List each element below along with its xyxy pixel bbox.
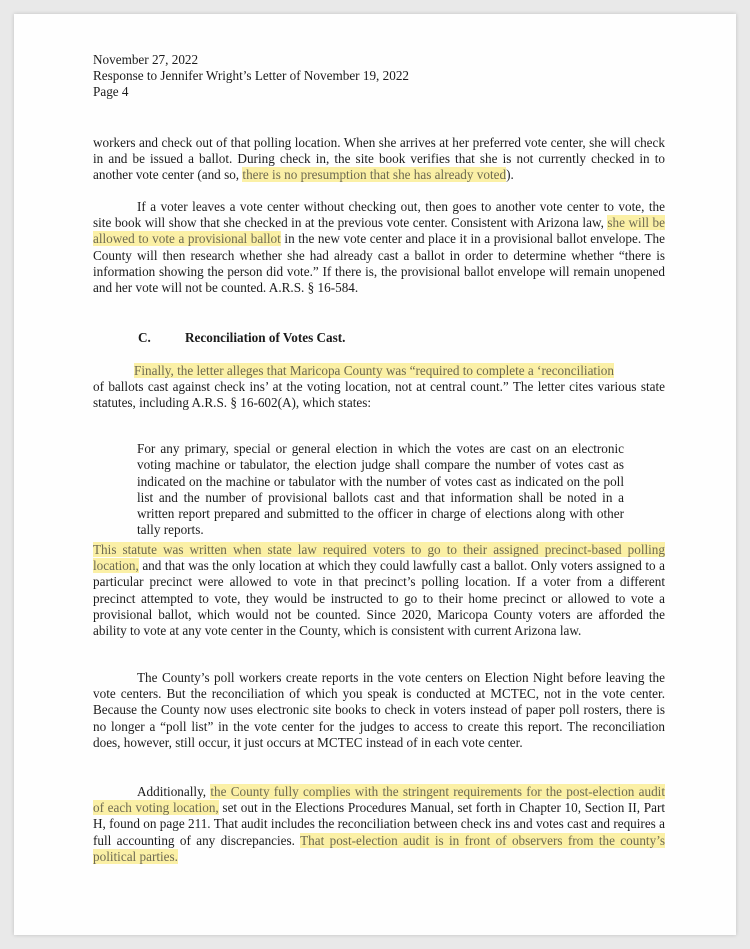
section-title: Reconciliation of Votes Cast.: [185, 330, 346, 345]
header-subject: Response to Jennifer Wright’s Letter of November 19, 2022: [93, 68, 410, 84]
section-heading: [138, 330, 345, 346]
paragraph-2-text-b: in the new vote center and place it in a provisional ballot envelope. The County will then research whether she had already cast a ballot in order to determine whether “there is information showing the person did vote.” If there is, the provisional ballot envelope will remain unopened and her vote will not be counted. A.R.S. § 16-584.: [93, 231, 665, 296]
paragraph-3-text: of ballots cast against check ins’ at the voting location, not at central count.” The letter cites various state statutes, including A.R.S. § 16-602(A), which states:: [93, 379, 665, 411]
paragraph-6-highlight-b: That post-election audit is in front of observers from the county’s political parties.: [93, 832, 665, 864]
paragraph-5-text: The County’s poll workers create reports in the vote centers on Election Night before leaving the vote centers. But the reconciliation of which you speak is conducted at MCTEC, not in the vote center. Because the County now uses electronic site books to check in voters instead of paper poll rosters, there is no longer a “poll list” in the vote center for the judges to access to create this report. The reconciliation does, however, still occur, it just occurs at MCTEC instead of in each vote center.: [93, 670, 665, 750]
paragraph-2: [93, 199, 665, 296]
document-page: [14, 14, 736, 935]
paragraph-6-text-a: Additionally,: [137, 784, 211, 799]
paragraph-4: [93, 542, 665, 639]
paragraph-2-highlight: she will be allowed to vote a provisional ballot: [93, 215, 665, 247]
paragraph-4-highlight: This statute was written when state law required voters to go to their assigned precinct-based polling location,: [93, 542, 665, 574]
paragraph-1-highlight: there is no presumption that she has already voted: [242, 167, 507, 183]
paragraph-3: [93, 363, 665, 412]
paragraph-5: [93, 670, 665, 751]
paragraph-1-end: ).: [506, 167, 514, 183]
section-letter: C.: [138, 330, 151, 345]
letter-header: [93, 52, 665, 101]
paragraph-4-text: and that was the only location at which they could lawfully cast a ballot. Only voters assigned to a particular precinct were allowed to vote in that precinct’s polling location. If a voter from a different precinct attempted to vote, they would be instructed to go to their home precinct or allowed to vote a provisional ballot, which would not be counted. Since 2020, Maricopa County voters are afforded the ability to vote at any vote center in the County, which is consistent with current Arizona law.: [93, 558, 665, 639]
paragraph-1: [93, 135, 665, 184]
paragraph-6-highlight-a: the County fully complies with the stringent requirements for the post-election audit of each voting location,: [93, 784, 666, 816]
header-page-number: Page 4: [93, 84, 129, 100]
paragraph-6-text-b: set out in the Elections Procedures Manual, set forth in Chapter 10, Section II, Part H, found on page 211. That audit includes the reconciliation between check ins and votes cast and requires a full accounting of any discrepancies.: [93, 800, 666, 848]
header-date: November 27, 2022: [93, 52, 199, 67]
paragraph-2-text-a: If a voter leaves a vote center without checking out, then goes to another vote center to vote, the site book will show that she checked in at the previous vote center. Consistent with Arizona law,: [93, 199, 665, 231]
paragraph-6: [93, 784, 665, 865]
paragraph-3-highlight: Finally, the letter alleges that Maricopa County was “required to complete a ‘reconciliation: [134, 363, 614, 378]
statute-block-quote: [137, 428, 624, 552]
statute-quote-text: For any primary, special or general election in which the votes are cast on an electronic voting machine or tabulator, the election judge shall compare the number of votes cast as indicated on the machine or tabulator with the number of votes cast as indicated on the poll list and the number of provisional ballots cast and that information shall be noted in a written report prepared and submitted to the officer in charge of elections along with other tally reports.: [137, 441, 624, 538]
paragraph-1-text: workers and check out of that polling location. When she arrives at her preferred vote center, she will check in and be issued a ballot. During check in, the site book verifies that she is not currently checked in to another vote center (and so,: [93, 135, 665, 183]
